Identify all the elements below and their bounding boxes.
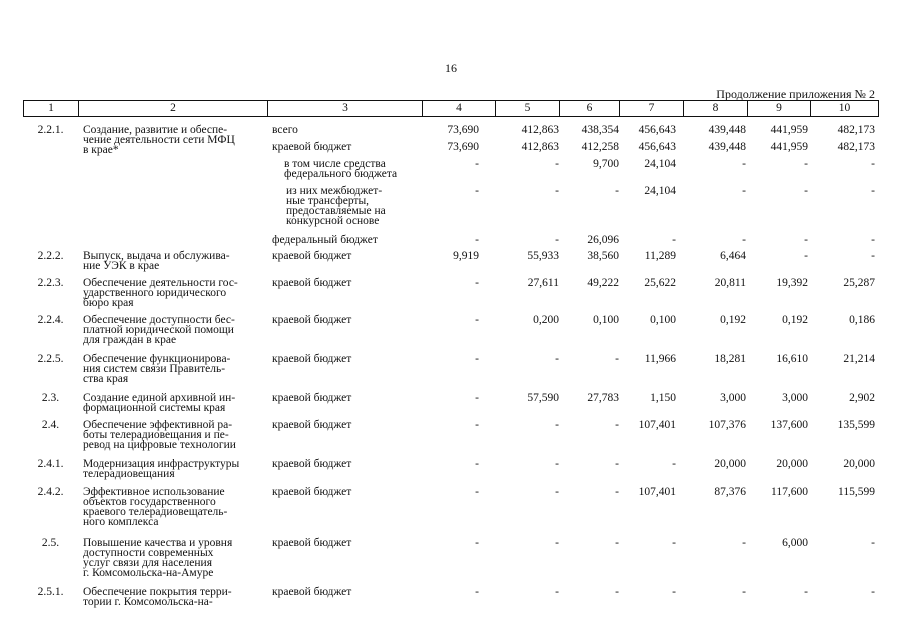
row-number: 2.4. <box>41 419 60 431</box>
value-cell: - <box>672 234 676 246</box>
value-cell: 438,354 <box>581 124 619 136</box>
value-cell: 73,690 <box>447 141 479 153</box>
value-cell: - <box>804 250 808 262</box>
row-number: 2.4.1. <box>37 458 64 470</box>
value-cell: - <box>871 158 875 170</box>
value-cell: 137,600 <box>770 419 808 431</box>
value-cell: - <box>555 353 559 365</box>
row-number: 2.3. <box>41 392 60 404</box>
row-title: Обеспечение доступности бес- платной юридической помощи для граждан в крае <box>83 314 235 346</box>
value-cell: 3,000 <box>720 392 746 404</box>
funding-source: краевой бюджет <box>272 250 352 262</box>
row-title: Модернизация инфраструктуры телерадиовещания <box>83 458 240 480</box>
row-title: Обеспечение функционирова- ния систем связи Правитель- ства края <box>83 353 231 385</box>
continuation-caption: Продолжение приложения № 2 <box>716 87 875 101</box>
value-cell: - <box>475 353 479 365</box>
value-cell: - <box>555 234 559 246</box>
column-header: 9 <box>748 101 811 117</box>
value-cell: 55,933 <box>527 250 559 262</box>
funding-source: краевой бюджет <box>272 277 352 289</box>
value-cell: 0,186 <box>849 314 875 326</box>
value-cell: - <box>742 586 746 598</box>
row-number: 2.4.2. <box>37 486 64 498</box>
value-cell: - <box>672 458 676 470</box>
value-cell: 25,622 <box>644 277 676 289</box>
value-cell: 0,100 <box>650 314 676 326</box>
value-cell: 18,281 <box>714 353 746 365</box>
funding-source: федеральный бюджет <box>272 234 378 246</box>
value-cell: - <box>871 234 875 246</box>
value-cell: - <box>615 458 619 470</box>
row-number: 2.2.1. <box>37 124 64 136</box>
funding-source: краевой бюджет <box>272 586 352 598</box>
funding-source: краевой бюджет <box>272 419 352 431</box>
value-cell: - <box>555 586 559 598</box>
value-cell: - <box>742 234 746 246</box>
row-number: 2.5. <box>41 537 60 549</box>
funding-source: краевой бюджет <box>272 353 352 365</box>
funding-source: краевой бюджет <box>272 314 352 326</box>
value-cell: 49,222 <box>587 277 619 289</box>
value-cell: 9,700 <box>593 158 619 170</box>
value-cell: 0,192 <box>782 314 808 326</box>
value-cell: 38,560 <box>587 250 619 262</box>
value-cell: 107,376 <box>708 419 746 431</box>
value-cell: - <box>555 486 559 498</box>
value-cell: - <box>672 586 676 598</box>
column-header: 3 <box>268 101 423 117</box>
value-cell: - <box>871 250 875 262</box>
value-cell: - <box>742 185 746 197</box>
value-cell: 57,590 <box>527 392 559 404</box>
value-cell: 25,287 <box>843 277 875 289</box>
funding-source: краевой бюджет <box>272 486 352 498</box>
value-cell: 412,863 <box>521 141 559 153</box>
value-cell: 456,643 <box>638 124 676 136</box>
row-title: Обеспечение деятельности гос- ударственного юридического бюро края <box>83 277 238 309</box>
value-cell: 16,610 <box>776 353 808 365</box>
value-cell: - <box>555 158 559 170</box>
value-cell: - <box>804 234 808 246</box>
funding-source: краевой бюджет <box>272 458 352 470</box>
value-cell: 27,611 <box>527 277 559 289</box>
row-title: Повышение качества и уровня доступности современных услуг связи для населения г. Комсомольска-на-Амуре <box>83 537 233 579</box>
value-cell: - <box>475 392 479 404</box>
row-title: Эффективное использование объектов государственного краевого телерадиовещатель- ного комплекса <box>83 486 228 528</box>
value-cell: - <box>804 158 808 170</box>
column-header-table <box>23 100 879 117</box>
funding-source: краевой бюджет <box>272 537 352 549</box>
value-cell: 0,200 <box>533 314 559 326</box>
value-cell: 21,214 <box>843 353 875 365</box>
value-cell: - <box>475 586 479 598</box>
value-cell: - <box>615 586 619 598</box>
value-cell: 439,448 <box>708 124 746 136</box>
column-header: 7 <box>620 101 684 117</box>
value-cell: - <box>555 537 559 549</box>
value-cell: 107,401 <box>638 486 676 498</box>
value-cell: 0,100 <box>593 314 619 326</box>
value-cell: 6,464 <box>720 250 746 262</box>
value-cell: 3,000 <box>782 392 808 404</box>
value-cell: - <box>804 185 808 197</box>
value-cell: - <box>742 158 746 170</box>
value-cell: 441,959 <box>770 124 808 136</box>
value-cell: - <box>615 537 619 549</box>
row-title: Выпуск, выдача и обслужива- ние УЭК в крае <box>83 250 230 272</box>
column-header: 1 <box>24 101 79 117</box>
value-cell: 20,811 <box>714 277 746 289</box>
value-cell: - <box>475 158 479 170</box>
value-cell: 20,000 <box>843 458 875 470</box>
funding-source: из них межбюджет- ные трансферты, предоставляемые на конкурсной основе <box>286 185 386 227</box>
column-header: 6 <box>560 101 620 117</box>
row-title: Создание единой архивной ин- формационной системы края <box>83 392 236 414</box>
value-cell: - <box>742 537 746 549</box>
value-cell: 9,919 <box>453 250 479 262</box>
value-cell: - <box>475 234 479 246</box>
value-cell: 456,643 <box>638 141 676 153</box>
value-cell: - <box>615 486 619 498</box>
value-cell: - <box>475 314 479 326</box>
column-header: 2 <box>79 101 268 117</box>
row-number: 2.2.5. <box>37 353 64 365</box>
value-cell: 2,902 <box>849 392 875 404</box>
row-number: 2.2.2. <box>37 250 64 262</box>
value-cell: 115,599 <box>838 486 875 498</box>
row-number: 2.5.1. <box>37 586 64 598</box>
column-header: 4 <box>423 101 496 117</box>
value-cell: 24,104 <box>644 158 676 170</box>
row-number: 2.2.3. <box>37 277 64 289</box>
value-cell: - <box>555 419 559 431</box>
value-cell: - <box>672 537 676 549</box>
value-cell: 482,173 <box>837 141 875 153</box>
column-header: 8 <box>684 101 748 117</box>
column-header: 10 <box>811 101 879 117</box>
value-cell: 26,096 <box>587 234 619 246</box>
value-cell: 24,104 <box>644 185 676 197</box>
value-cell: 6,000 <box>782 537 808 549</box>
value-cell: - <box>871 586 875 598</box>
value-cell: - <box>475 277 479 289</box>
value-cell: 107,401 <box>638 419 676 431</box>
row-title: Создание, развитие и обеспе- чение деятельности сети МФЦ в крае* <box>83 124 235 156</box>
value-cell: 412,863 <box>521 124 559 136</box>
value-cell: 11,289 <box>644 250 676 262</box>
row-title: Обеспечение покрытия терри- тории г. Комсомольска-на- <box>83 586 232 608</box>
value-cell: 441,959 <box>770 141 808 153</box>
funding-source: краевой бюджет <box>272 141 352 153</box>
value-cell: 0,192 <box>720 314 746 326</box>
value-cell: - <box>475 458 479 470</box>
value-cell: - <box>475 185 479 197</box>
row-number: 2.2.4. <box>37 314 64 326</box>
page-number: 16 <box>445 61 457 75</box>
value-cell: - <box>804 586 808 598</box>
column-number-row <box>24 101 879 117</box>
value-cell: 27,783 <box>587 392 619 404</box>
value-cell: - <box>615 353 619 365</box>
value-cell: 135,599 <box>837 419 875 431</box>
value-cell: - <box>555 185 559 197</box>
funding-source: в том числе средства федерального бюджета <box>284 158 398 180</box>
value-cell: - <box>475 537 479 549</box>
value-cell: 73,690 <box>447 124 479 136</box>
value-cell: 20,000 <box>714 458 746 470</box>
funding-source: краевой бюджет <box>272 392 352 404</box>
value-cell: 1,150 <box>650 392 676 404</box>
value-cell: - <box>475 486 479 498</box>
value-cell: 11,966 <box>644 353 676 365</box>
value-cell: - <box>871 185 875 197</box>
row-title: Обеспечение эффективной ра- боты телерадиовещания и пе- ревод на цифровые технологии <box>83 419 236 451</box>
value-cell: 117,600 <box>771 486 808 498</box>
column-header: 5 <box>496 101 560 117</box>
funding-source: всего <box>272 124 298 136</box>
value-cell: - <box>871 537 875 549</box>
value-cell: - <box>555 458 559 470</box>
value-cell: - <box>475 419 479 431</box>
value-cell: 439,448 <box>708 141 746 153</box>
value-cell: - <box>615 185 619 197</box>
value-cell: 87,376 <box>714 486 746 498</box>
value-cell: 412,258 <box>581 141 619 153</box>
value-cell: 20,000 <box>776 458 808 470</box>
value-cell: 19,392 <box>776 277 808 289</box>
value-cell: - <box>615 419 619 431</box>
value-cell: 482,173 <box>837 124 875 136</box>
